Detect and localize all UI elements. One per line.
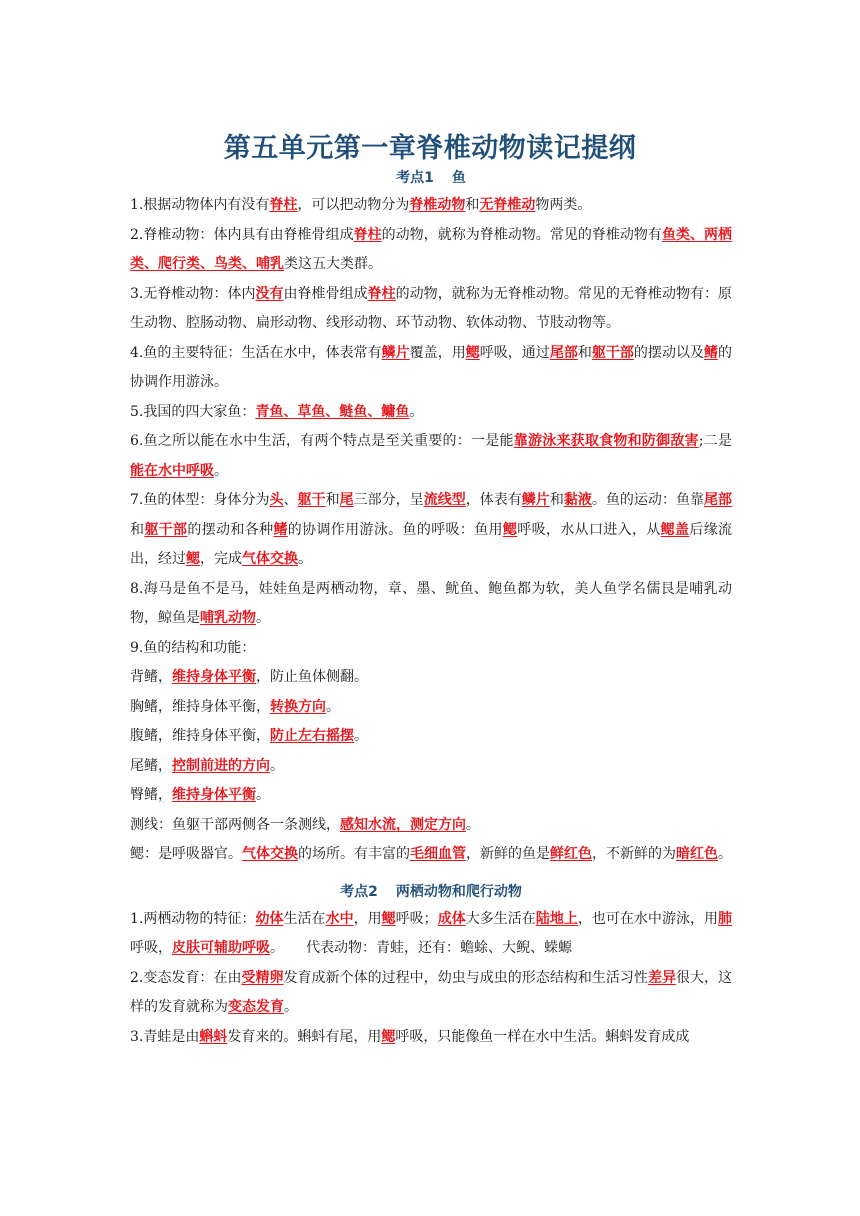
keyword: 无脊椎动 <box>479 197 536 213</box>
paragraph: 6.鱼之所以能在水中生活，有两个特点是至关重要的：一是能靠游泳来获取食物和防御敌害;二是能在水中呼吸。 <box>130 433 733 479</box>
keyword: 黏液 <box>563 492 592 508</box>
fin-item: 测线：鱼躯干部两侧各一条测线，感知水流，测定方向。 <box>130 816 480 833</box>
fin-item: 臀鳍，维持身体平衡。 <box>130 787 270 803</box>
keyword: 尾部 <box>704 492 733 508</box>
paragraph: 3.无脊椎动物：体内没有由脊椎骨组成脊柱的动物，就称为无脊椎动物。常见的无脊椎动物有：原生动物、腔肠动物、扁形动物、线形动物、环节动物、软体动物、节肢动物等。 <box>130 285 733 331</box>
keyword: 受精卵 <box>241 969 284 986</box>
keyword: 差异 <box>647 969 676 986</box>
keyword: 头 <box>269 492 284 508</box>
paragraph: 4.鱼的主要特征：生活在水中，体表常有鳞片覆盖，用鳃呼吸，通过尾部和躯干部的摆动以及鳍的协调作用游泳。 <box>130 344 733 390</box>
paragraph: 2.变态发育：在由受精卵发育成新个体的过程中，幼虫与成虫的形态结构和生活习性差异很大，这样的发育就称为变态发育。 <box>130 969 733 1015</box>
keyword: 鳃 <box>502 521 518 538</box>
page-title: 第五单元第一章脊椎动物读记提纲 <box>223 133 637 164</box>
keyword: 毛细血管 <box>410 846 466 862</box>
keyword: 维持身体平衡 <box>172 787 256 803</box>
keyword: 鳞片 <box>381 344 410 361</box>
keyword: 鳃 <box>381 1028 396 1045</box>
keyword: 感知水流，测定方向 <box>340 816 466 833</box>
keyword: 鳃盖 <box>660 521 690 538</box>
keyword: 鳃 <box>186 551 200 567</box>
fin-item: 背鳍，维持身体平衡，防止鱼体侧翻。 <box>130 669 368 685</box>
keyword: 幼体 <box>255 910 284 927</box>
keyword: 哺乳动物 <box>200 610 256 626</box>
keyword: 成体 <box>437 910 466 927</box>
keyword: 躯干部 <box>591 344 634 361</box>
keyword: 鲜红色 <box>550 846 592 862</box>
keyword: 躯干 <box>297 492 326 508</box>
keyword: 鳞片 <box>521 492 550 508</box>
keyword: 气体交换 <box>242 846 298 862</box>
section-heading-2 <box>130 879 732 905</box>
keyword: 鳍 <box>273 521 288 538</box>
paragraph: 3.青蛙是由蝌蚪发育来的。蝌蚪有尾，用鳃呼吸，只能像鱼一样在水中生活。蝌蚪发育成成 <box>130 1028 690 1045</box>
paragraph: 7.鱼的体型：身体分为头、躯干和尾三部分，呈流线型，体表有鳞片和黏液。鱼的运动：鱼靠尾部和躯干部的摆动和各种鳍的协调作用游泳。鱼的呼吸：鱼用鳃呼吸，水从口进入，从鳃盖后缘流出，经过鳃，完成气体交换。 <box>130 492 733 567</box>
fin-item: 尾鳍，控制前进的方向。 <box>130 757 284 774</box>
keyword: 靠游泳来获取食物和防御敌害 <box>513 433 699 449</box>
keyword: 转换方向 <box>270 698 326 715</box>
keyword: 脊柱 <box>269 197 298 213</box>
keyword: 鱼类、两栖类、爬行类、鸟类、哺乳 <box>130 226 733 272</box>
fin-item: 腹鳍，维持身体平衡，防止左右摇摆。 <box>130 728 368 744</box>
paragraph: 2.脊椎动物：体内具有由脊椎骨组成脊柱的动物，就称为脊椎动物。常见的脊椎动物有鱼类、两栖类、爬行类、鸟类、哺乳类这五大类群。 <box>130 226 733 272</box>
keyword: 维持身体平衡 <box>172 669 256 685</box>
keyword: 控制前进的方向 <box>172 757 270 774</box>
keyword: 脊椎动物 <box>409 197 466 213</box>
section-heading-1 <box>130 165 732 191</box>
fin-item: 胸鳍，维持身体平衡，转换方向。 <box>130 698 340 715</box>
keyword: 防止左右摇摆 <box>270 728 354 744</box>
paragraph: 5.我国的四大家鱼：青鱼、草鱼、鲢鱼、鳙鱼。 <box>130 403 424 420</box>
keyword: 青鱼、草鱼、鲢鱼、鳙鱼 <box>255 403 410 420</box>
keyword: 鳃 <box>381 910 396 927</box>
section-name: 两栖动物和爬行动物 <box>395 883 522 900</box>
keyword: 暗红色 <box>676 846 718 862</box>
keyword: 蝌蚪 <box>199 1028 228 1045</box>
keyword: 能在水中呼吸 <box>130 462 214 479</box>
paragraph: 8.海马是鱼不是马，娃娃鱼是两栖动物，章、墨、鱿鱼、鲍鱼都为软，美人鱼学名儒艮是哺乳动物，鲸鱼是哺乳动物。 <box>130 580 732 626</box>
keyword: 尾部 <box>549 344 578 361</box>
keyword: 水中 <box>325 910 354 927</box>
keyword: 陆地上 <box>535 910 578 927</box>
fin-item: 鳃：是呼吸器官。气体交换的场所。有丰富的毛细血管，新鲜的鱼是鲜红色，不新鲜的为暗红色。 <box>130 846 732 862</box>
paragraph: 1.根据动物体内有没有脊柱，可以把动物分为脊椎动物和无脊椎动物两类。 <box>130 197 592 213</box>
keyword: 尾 <box>339 492 354 508</box>
keyword: 躯干部 <box>144 521 188 538</box>
section-name: 鱼 <box>451 170 466 186</box>
keyword: 脊柱 <box>367 285 396 302</box>
keyword: 鳍 <box>704 344 719 361</box>
paragraph: 1.两栖动物的特征：幼体生活在水中，用鳃呼吸；成体大多生活在陆地上，也可在水中游泳，用肺呼吸，皮肤可辅助呼吸。 代表动物：青蛙，还有：蟾蜍、大鲵、蝾螈 <box>130 910 733 956</box>
content <box>130 165 732 1052</box>
keyword: 流线型 <box>423 492 466 508</box>
keyword: 变态发育 <box>228 999 284 1015</box>
keyword: 没有 <box>255 285 284 302</box>
paragraph: 9.鱼的结构和功能： <box>130 639 256 656</box>
keyword: 脊柱 <box>353 226 382 243</box>
keyword: 皮肤可辅助呼吸 <box>172 940 270 956</box>
keyword: 肺 <box>718 910 733 927</box>
section-label: 考点2 <box>340 883 378 900</box>
keyword: 鳃 <box>465 344 480 361</box>
keyword: 气体交换 <box>242 551 298 567</box>
section-label: 考点1 <box>396 170 434 186</box>
